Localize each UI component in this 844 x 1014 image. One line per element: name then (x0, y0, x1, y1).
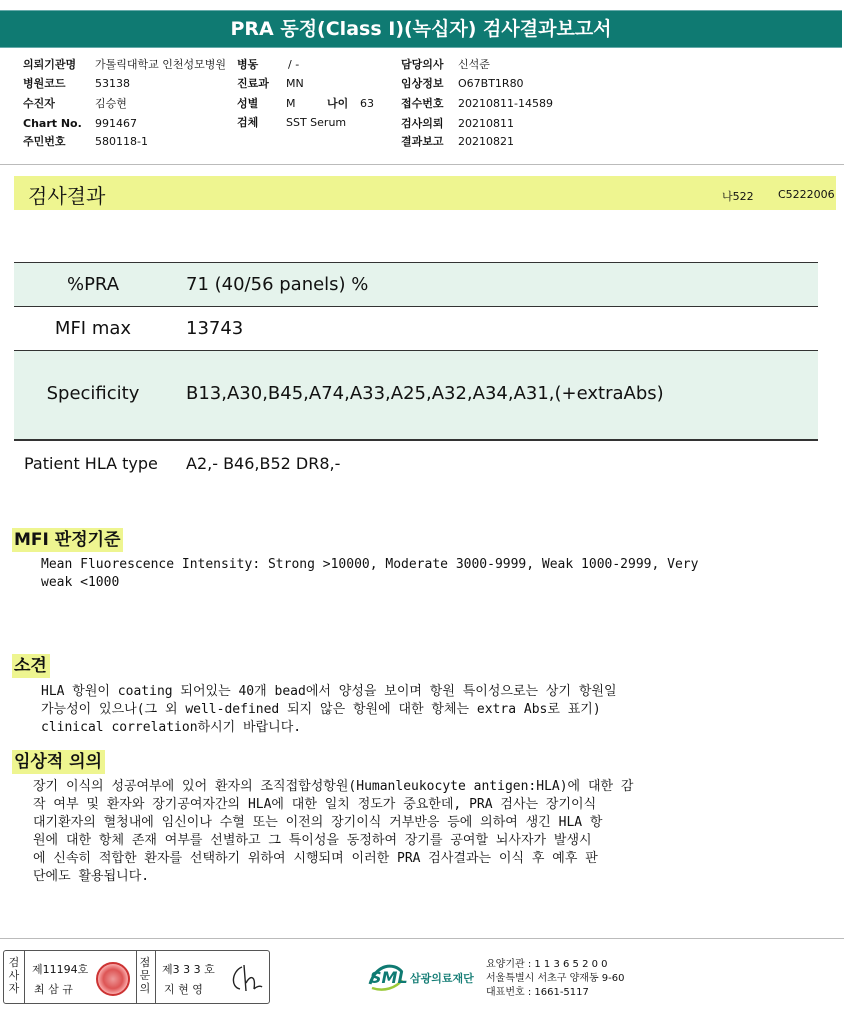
organization-name: 삼광의료재단 (410, 972, 474, 985)
label-sex: 성별 (237, 97, 259, 110)
report-title-bar (0, 10, 842, 48)
results-code-1: 나522 (722, 190, 754, 203)
value-report-date: 20210821 (458, 135, 514, 148)
examiner-license-no: 제11194호 (32, 963, 89, 976)
label-resident-no: 주민번호 (23, 135, 66, 148)
address: 서울특별시 서초구 양재동 9-60 (486, 973, 625, 984)
row-key-specificity: Specificity (46, 383, 140, 404)
divider (136, 951, 137, 1003)
specialist-name: 지 현 영 (164, 983, 203, 996)
label-accession-no: 접수번호 (401, 97, 444, 110)
clinical-line-3: 대기환자의 혈청내에 임신이나 수혈 또는 이전의 장기이식 거부반응 등에 의하여 생긴 HLA 항 (33, 815, 603, 830)
label-report-date: 결과보고 (401, 135, 444, 148)
clinical-line-6: 단에도 활용됩니다. (33, 869, 150, 884)
seal-stamp (96, 962, 130, 996)
value-specimen: SST Serum (286, 116, 347, 129)
opinion-line-3: clinical correlation하시기 바랍니다. (41, 720, 302, 735)
opinion-line-2: 가능성이 있으나(그 외 well-defined 되지 않은 항원에 대한 항체는 extra Abs로 표기) (41, 702, 601, 717)
specialist-license-no: 제3 3 3 호 (162, 963, 215, 976)
signature-box (3, 950, 270, 1004)
box2-vertical-3: 의 (139, 982, 151, 995)
clinical-heading: 임상적 의의 (12, 750, 105, 774)
results-code-2: C5222006 (778, 188, 835, 201)
phone: 대표번호 : 1661-5117 (486, 987, 589, 998)
value-request-date: 20210811 (458, 117, 514, 130)
label-chart-no: Chart No. (23, 117, 82, 130)
value-physician: 신석준 (458, 58, 490, 71)
divider (155, 951, 156, 1003)
box1-vertical-3: 자 (8, 982, 20, 995)
results-band (14, 176, 836, 210)
label-physician: 담당의사 (401, 58, 444, 71)
box1-vertical-1: 검 (8, 956, 20, 969)
label-patient: 수진자 (23, 97, 55, 110)
value-ward: / - (288, 58, 300, 71)
clinical-line-2: 작 여부 및 환자와 장기공여자간의 HLA에 대한 일치 정도가 중요한데, PRA 검사는 장기이식 (33, 797, 597, 812)
table-row (14, 350, 818, 441)
divider (0, 164, 844, 165)
mfi-heading: MFI 판정기준 (12, 528, 123, 552)
label-hospital-code: 병원코드 (23, 77, 66, 90)
value-hospital-code: 53138 (95, 77, 130, 90)
table-row (14, 306, 818, 351)
value-resident-no: 580118-1 (95, 135, 148, 148)
box2-vertical-2: 문 (139, 969, 151, 982)
row-key-mfi-max: MFI max (54, 318, 132, 339)
report-title: PRA 동정(Class I)(녹십자) 검사결과보고서 (230, 18, 612, 40)
row-value-pra: 71 (40/56 panels) % (186, 274, 369, 295)
table-row (14, 262, 818, 307)
divider (0, 938, 844, 939)
value-patient: 김승현 (95, 97, 127, 110)
divider (24, 951, 25, 1003)
clinical-line-4: 원에 대한 항체 존재 여부를 선별하고 그 특이성을 동정하여 장기를 공여할 뇌사자가 발생시 (33, 833, 592, 848)
label-age: 나이 (327, 97, 349, 110)
opinion-line-1: HLA 항원이 coating 되어있는 40개 bead에서 양성을 보이며 항원 특이성으로는 상기 항원일 (41, 684, 617, 699)
table-row (14, 442, 818, 482)
mfi-line-2: weak <1000 (41, 575, 120, 590)
row-value-patient-hla: A2,- B46,B52 DR8,- (186, 454, 341, 473)
sml-logo-text: SML (370, 968, 408, 987)
label-specimen: 검체 (237, 116, 259, 129)
value-sex: M (286, 97, 296, 110)
label-ward: 병동 (237, 58, 259, 71)
label-department: 진료과 (237, 77, 269, 90)
value-accession-no: 20210811-14589 (458, 97, 553, 110)
box2-vertical-1: 점 (139, 956, 151, 969)
row-value-mfi-max: 13743 (186, 318, 244, 339)
row-key-pra: %PRA (66, 274, 120, 295)
examiner-name: 최 삼 규 (34, 983, 73, 996)
box1-vertical-2: 사 (8, 969, 20, 982)
institution-code: 요양기관 : 1 1 3 6 5 2 0 0 (486, 959, 608, 970)
value-chart-no: 991467 (95, 117, 137, 130)
signature (226, 961, 264, 995)
opinion-heading: 소견 (12, 654, 50, 678)
row-key-patient-hla: Patient HLA type (24, 454, 158, 473)
label-request-date: 검사의뢰 (401, 117, 444, 130)
value-clinical-info: O67BT1R80 (458, 77, 524, 90)
label-requesting-institution: 의뢰기관명 (23, 58, 77, 71)
clinical-line-1: 장기 이식의 성공여부에 있어 환자의 조직접합성항원(Humanleukocyte antigen:HLA)에 대한 감 (33, 779, 634, 794)
clinical-line-5: 에 신속히 적합한 환자를 선택하기 위하여 시행되며 이러한 PRA 검사결과는 이식 후 예후 판 (33, 851, 598, 866)
value-requesting-institution: 가톨릭대학교 인천성모병원 (95, 58, 227, 71)
value-age: 63 (360, 97, 374, 110)
mfi-line-1: Mean Fluorescence Intensity: Strong >10000, Moderate 3000-9999, Weak 1000-2999, Very (41, 557, 699, 572)
row-value-specificity: B13,A30,B45,A74,A33,A25,A32,A34,A31,(+extraAbs) (186, 383, 664, 404)
label-clinical-info: 임상정보 (401, 77, 444, 90)
results-title: 검사결과 (28, 184, 106, 208)
value-department: MN (286, 77, 304, 90)
